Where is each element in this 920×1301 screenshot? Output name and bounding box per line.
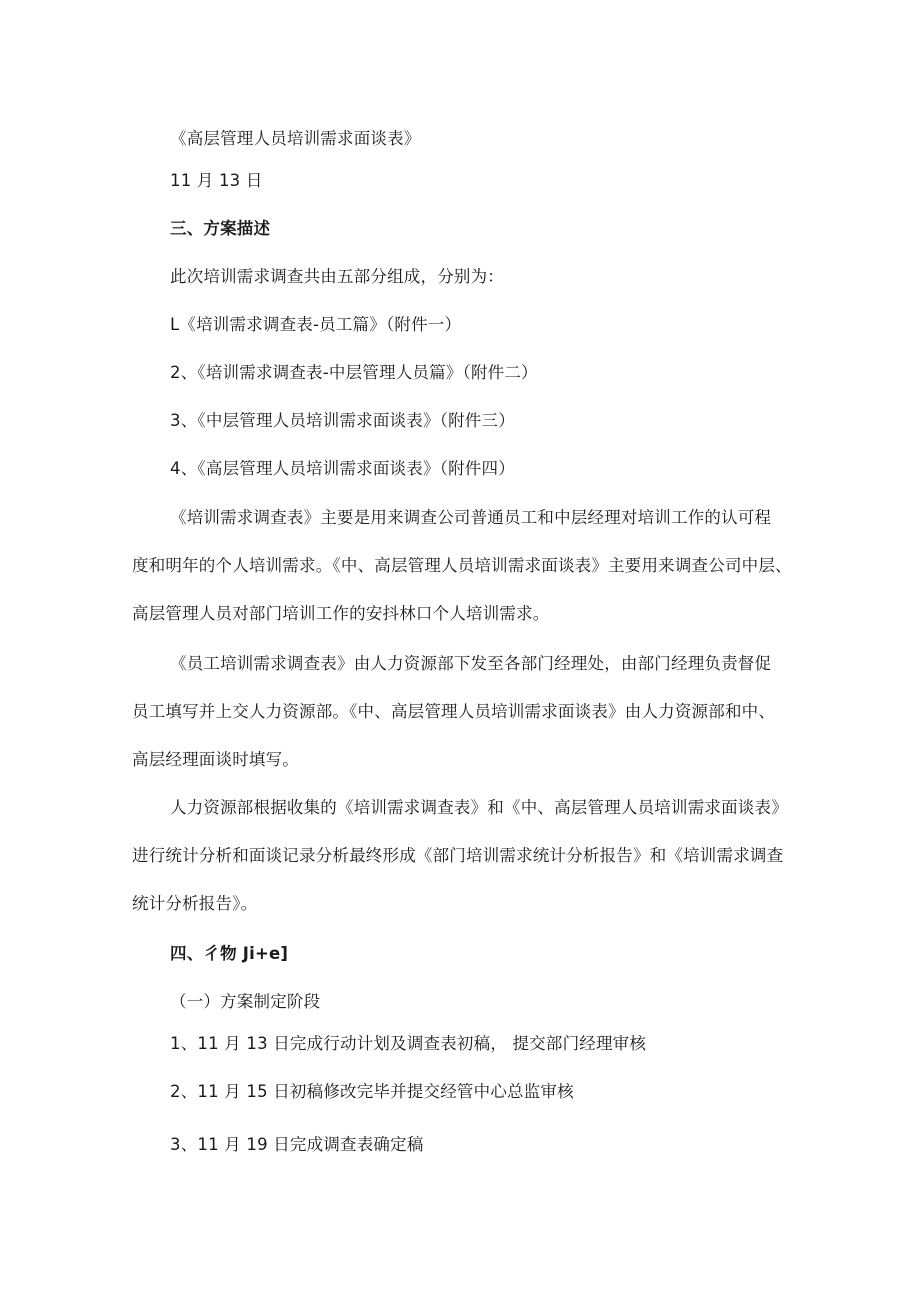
section-heading-three: 三、方案描述 [170, 219, 271, 238]
subsection-heading-one: （一）方案制定阶段 [170, 992, 321, 1011]
paragraph-2-line-2: 员工填写并上交人力资源部。《中、高层管理人员培训需求面谈表》由人力资源部和中、 [132, 702, 776, 721]
paragraph-1-line-2: 度和明年的个人培训需求。《中、高层管理人员培训需求面谈表》主要用来调查公司中层、 [132, 556, 792, 575]
list-item-2: 2、《培训需求调查表-中层管理人员篇》（附件二） [170, 363, 538, 382]
paragraph-1-line-3: 高层管理人员对部门培训工作的安抖林口个人培训需求。 [132, 604, 550, 623]
schedule-item-3: 3、11 月 19 日完成调查表确定稿 [170, 1135, 424, 1154]
doc-line-date: 11 月 13 日 [170, 171, 263, 190]
schedule-item-2: 2、11 月 15 日初稿修改完毕并提交经管中心总监审核 [170, 1082, 574, 1101]
paragraph-3-line-1: 人力资源部根据收集的《培训需求调查表》和《中、高层管理人员培训需求面谈表》 [170, 798, 788, 817]
list-item-1: L《培训需求调查表-员工篇》（附件一） [170, 315, 462, 334]
paragraph-2-line-1: 《员工培训需求调查表》由人力资源部下发至各部门经理处，由部门经理负责督促 [170, 654, 772, 673]
doc-line-attachment-title: 《高层管理人员培训需求面谈表》 [170, 129, 421, 148]
section-heading-four: 四、彳物 Ji+e] [170, 944, 289, 963]
schedule-item-1: 1、11 月 13 日完成行动计划及调查表初稿， 提交部门经理审核 [170, 1034, 647, 1053]
list-item-3: 3、《中层管理人员培训需求面谈表》（附件三） [170, 411, 515, 430]
paragraph-1-line-1: 《培训需求调查表》主要是用来调查公司普通员工和中层经理对培训工作的认可程 [170, 508, 772, 527]
list-item-4: 4、《高层管理人员培训需求面谈表》（附件四） [170, 459, 515, 478]
doc-line-intro: 此次培训需求调查共由五部分组成，分别为： [170, 267, 504, 286]
paragraph-3-line-3: 统计分析报告》。 [132, 894, 258, 913]
paragraph-2-line-3: 高层经理面谈时填写。 [132, 750, 299, 769]
paragraph-3-line-2: 进行统计分析和面谈记录分析最终形成《部门培训需求统计分析报告》和《培训需求调查 [132, 846, 784, 865]
